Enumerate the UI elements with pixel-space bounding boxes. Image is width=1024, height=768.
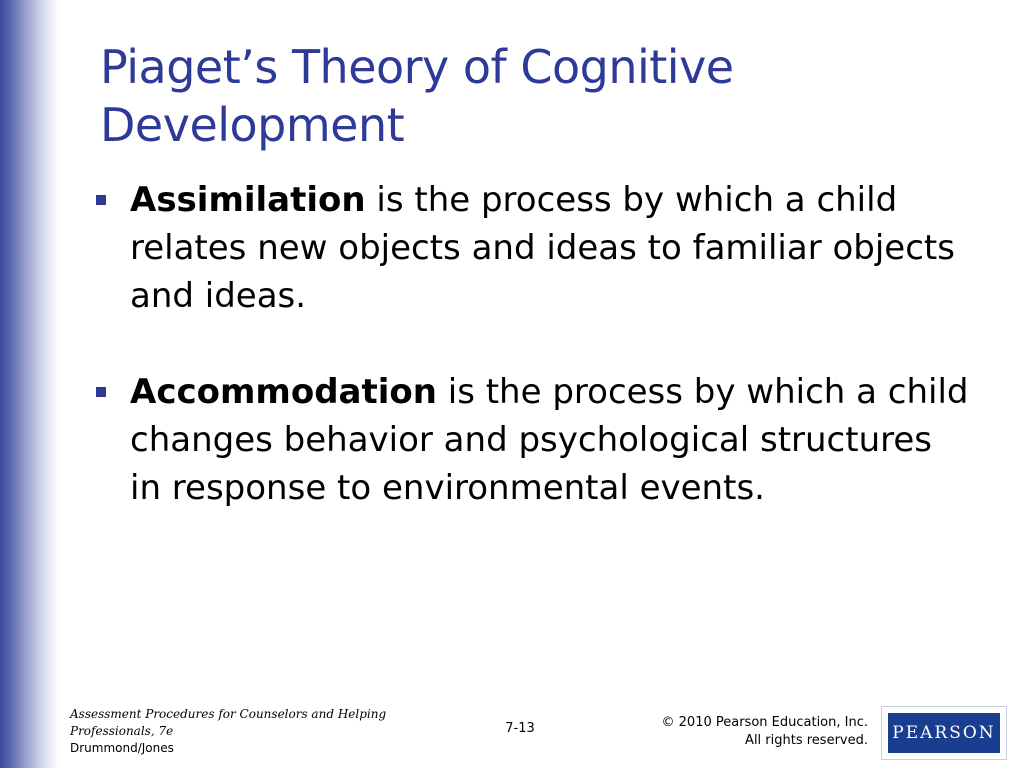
- pearson-logo-text: PEARSON: [888, 713, 1000, 753]
- bullet-item-assimilation: [92, 176, 972, 320]
- bullet-item-accommodation: [92, 368, 972, 512]
- book-authors: Drummond/Jones: [70, 741, 174, 755]
- square-bullet-icon: [96, 387, 106, 397]
- pearson-logo: [881, 706, 1007, 760]
- book-title-line1: Assessment Procedures for Counselors and Helping: [70, 707, 387, 721]
- footer-book-info: [70, 706, 390, 757]
- page-number: 7-13: [505, 721, 535, 736]
- bullet-text: is the process by which a child changes behavior and psychological structures in response to environmental events.: [130, 372, 969, 508]
- slide-title: Piaget’s Theory of Cognitive Development: [100, 40, 734, 152]
- bullet-text: is the process by which a child relates new objects and ideas to familiar objects and ideas.: [130, 180, 955, 316]
- copyright-line2: All rights reserved.: [745, 733, 868, 748]
- copyright-line1: © 2010 Pearson Education, Inc.: [661, 715, 868, 730]
- bullet-list: [92, 176, 972, 512]
- bullet-term: Assimilation: [130, 180, 366, 220]
- footer-copyright: [640, 714, 868, 750]
- book-title-line2: Professionals, 7e: [70, 724, 174, 738]
- side-gradient-bar: [0, 0, 58, 768]
- bullet-term: Accommodation: [130, 372, 437, 412]
- square-bullet-icon: [96, 195, 106, 205]
